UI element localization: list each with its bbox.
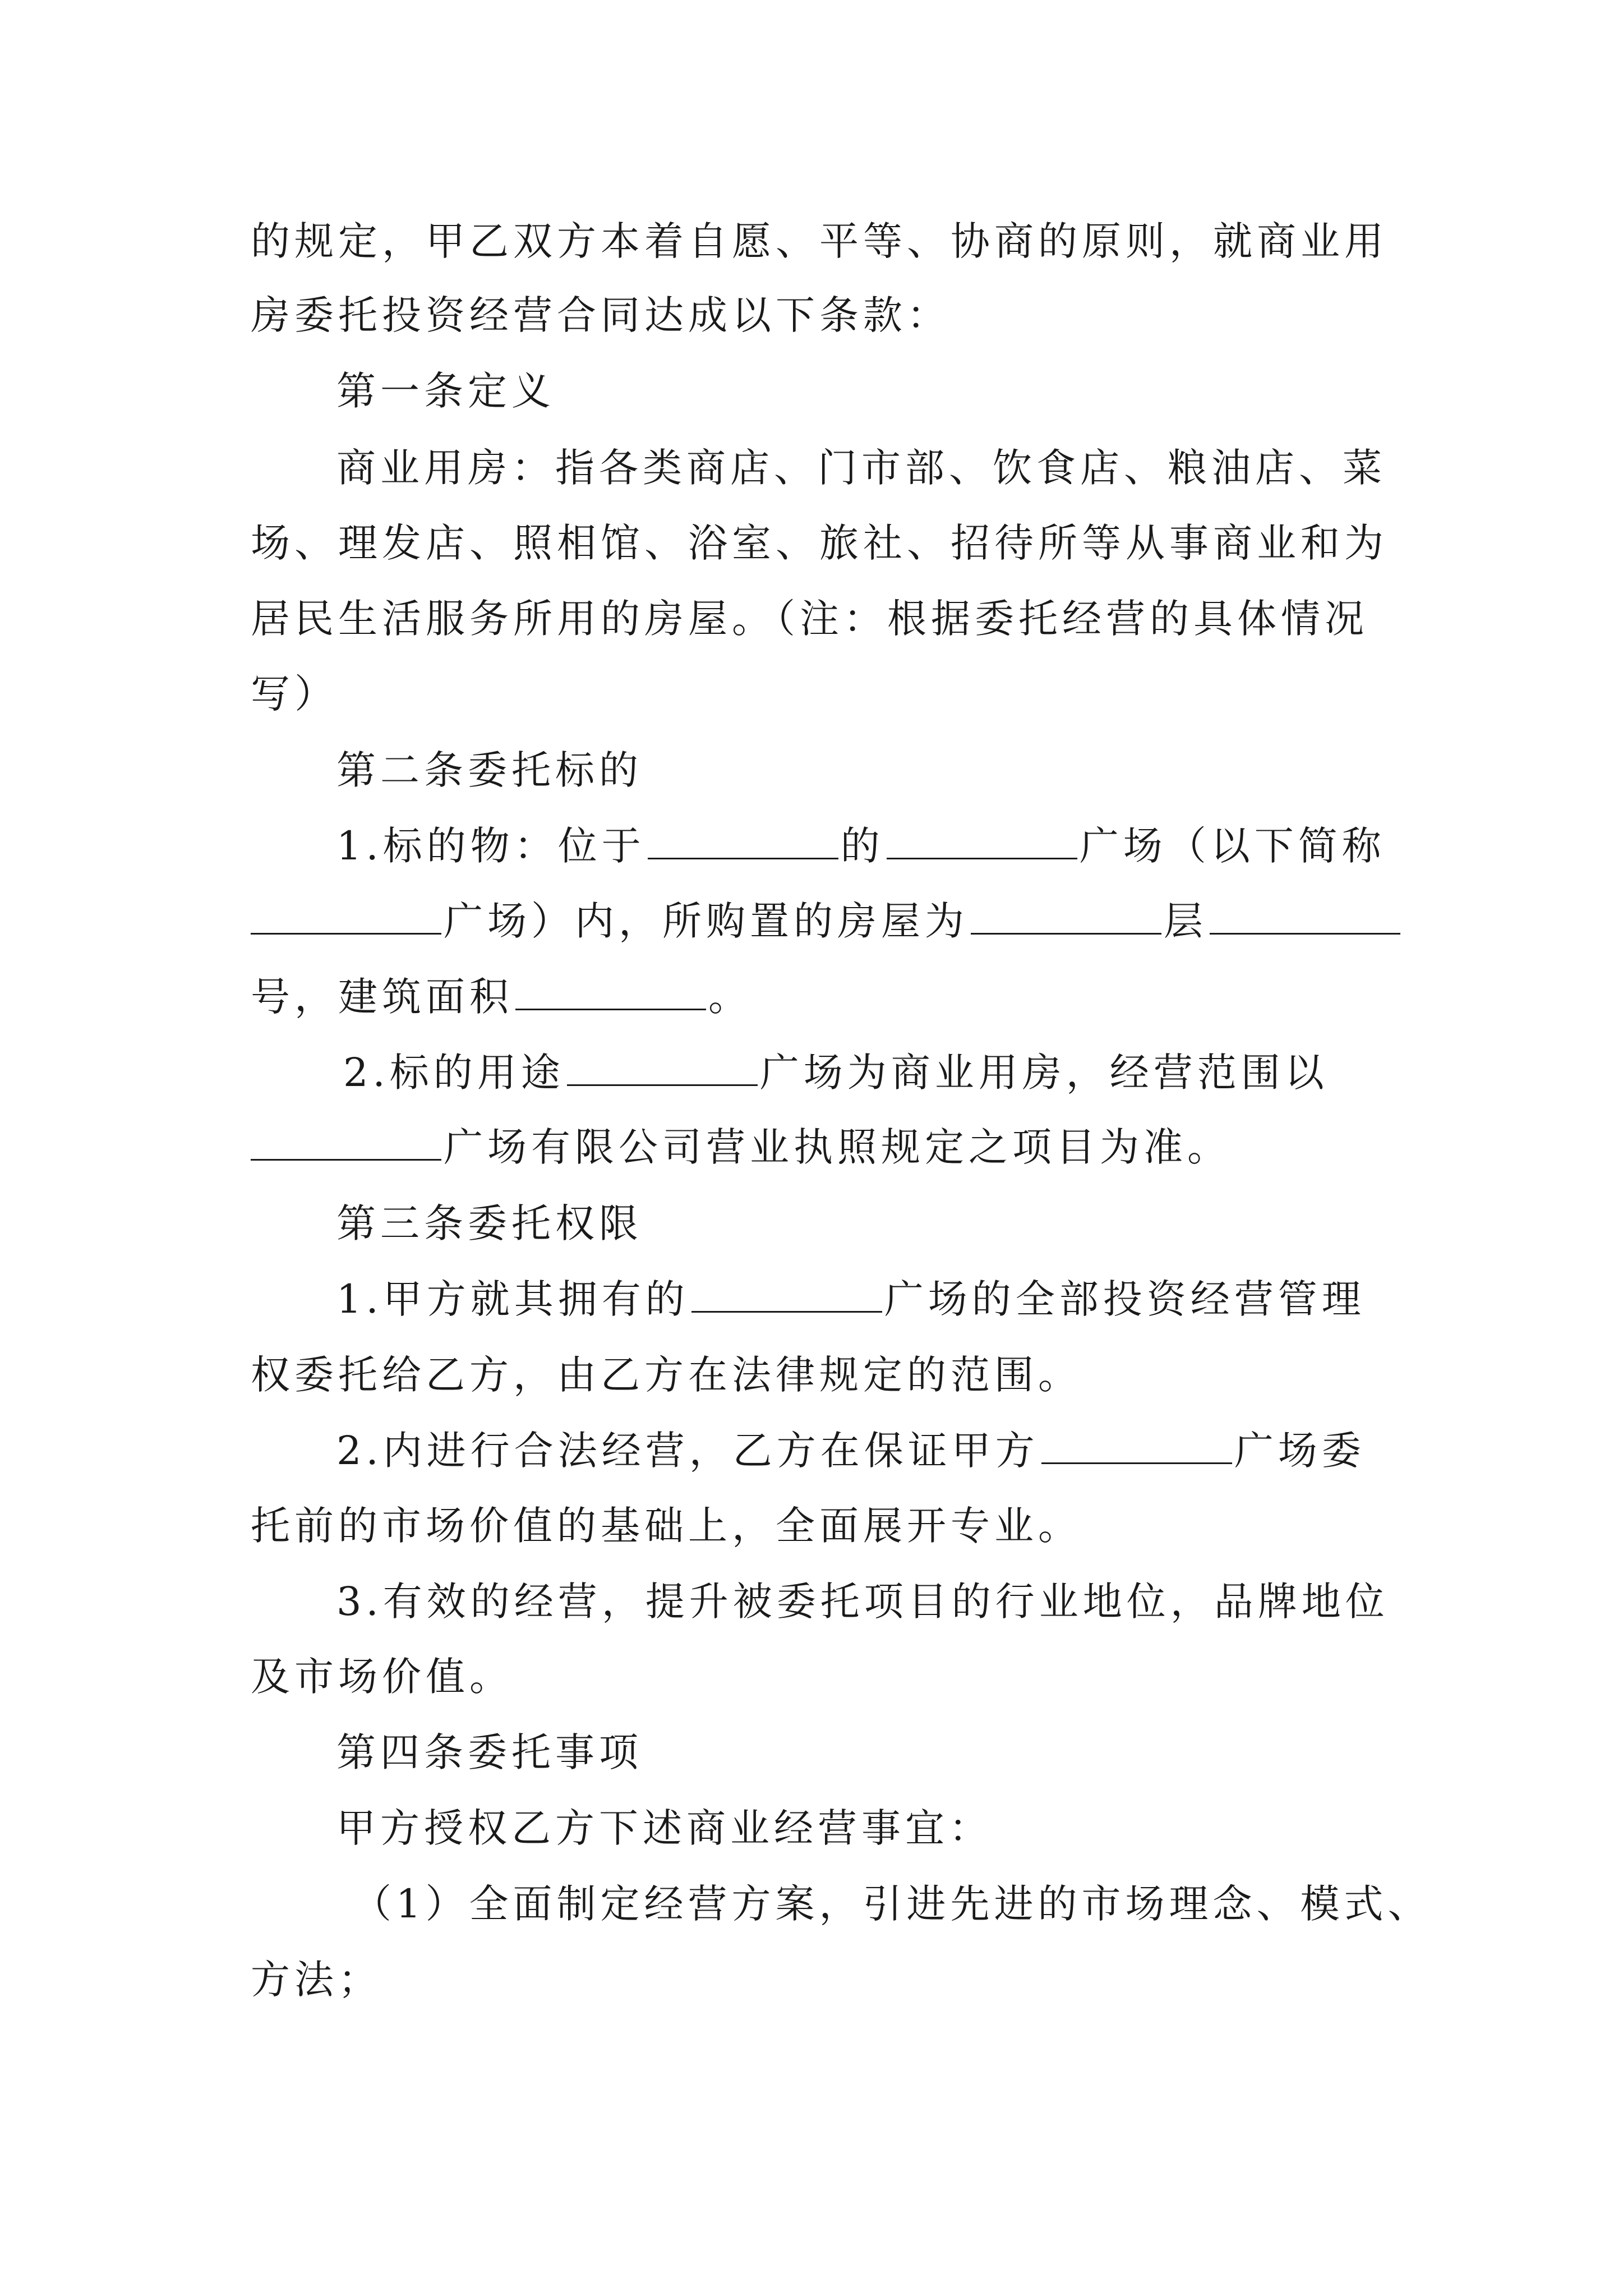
text: 方法；: [251, 1957, 382, 2003]
text: 号，建筑面积: [251, 974, 513, 1020]
text: 甲方授权乙方下述商业经营事宜：: [336, 1805, 993, 1851]
text: 。: [708, 974, 752, 1020]
paragraph-line: [0, 593, 1623, 644]
paragraph-line: [0, 290, 1623, 341]
fill-in-blank[interactable]: [691, 1276, 882, 1313]
paragraph-line: [0, 1803, 1623, 1853]
paragraph-line: [0, 1576, 1623, 1627]
text: 广场为商业用房，经营范围以: [759, 1050, 1329, 1096]
article-heading: [0, 1727, 1623, 1778]
text: 居民生活服务所用的房屋。（注：根据委托经营的具体情况: [251, 596, 1368, 642]
text: 的: [840, 823, 884, 869]
fill-in-blank[interactable]: [251, 898, 441, 935]
article-heading: [0, 366, 1623, 416]
text: 商业用房：指各类商店、门市部、饮食店、粮油店、菜: [336, 445, 1386, 491]
heading-text: 第三条委托权限: [336, 1200, 643, 1246]
fill-in-blank[interactable]: [251, 1124, 441, 1161]
paragraph-line: [0, 216, 1623, 266]
paragraph-line: [0, 1954, 1623, 2005]
paragraph-line: [0, 972, 1623, 1022]
text: 写）: [251, 671, 338, 717]
paragraph-line: [0, 821, 1623, 871]
text: 托前的市场价值的基础上，全面展开专业。: [251, 1503, 1082, 1549]
paragraph-line: [0, 1425, 1623, 1476]
fill-in-blank[interactable]: [971, 898, 1161, 935]
text: 广场的全部投资经营管理: [884, 1276, 1366, 1322]
text: 及市场价值。: [251, 1654, 513, 1700]
text: 3.有效的经营，提升被委托项目的行业地位，品牌地位: [336, 1579, 1389, 1625]
paragraph-line: [0, 896, 1623, 946]
paragraph-line: [0, 1274, 1623, 1324]
fill-in-blank[interactable]: [567, 1050, 758, 1086]
text: 广场有限公司营业执照规定之项目为准。: [444, 1124, 1231, 1170]
paragraph-line: [0, 669, 1623, 719]
paragraph-line: [0, 1350, 1623, 1400]
text: 房委托投资经营合同达成以下条款：: [251, 292, 951, 338]
text: 广场）内，所购置的房屋为: [444, 898, 969, 944]
paragraph-line: [0, 1501, 1623, 1551]
text: 广场委: [1234, 1428, 1366, 1474]
text: （1）全面制定经营方案，引进先进的市场理念、模式、: [352, 1881, 1432, 1927]
fill-in-blank[interactable]: [515, 974, 706, 1010]
text: 权委托给乙方，由乙方在法律规定的范围。: [251, 1352, 1082, 1398]
paragraph-line: [0, 443, 1623, 493]
heading-text: 第一条定义: [336, 368, 555, 414]
heading-text: 第二条委托标的: [336, 747, 643, 793]
text: 1.甲方就其拥有的: [336, 1276, 689, 1322]
fill-in-blank[interactable]: [887, 823, 1077, 859]
paragraph-line: [0, 1122, 1623, 1172]
paragraph-line: [0, 1651, 1623, 1702]
text: 广场（以下简称: [1079, 823, 1386, 869]
article-heading: [0, 1198, 1623, 1249]
text: 的规定，甲乙双方本着自愿、平等、协商的原则，就商业用: [251, 218, 1388, 264]
text: 场、理发店、照相馆、浴室、旅社、招待所等从事商业和为: [251, 520, 1388, 566]
fill-in-blank[interactable]: [1210, 898, 1400, 935]
paragraph-line: [0, 518, 1623, 568]
list-item: [0, 1879, 1623, 1929]
text: 层: [1164, 898, 1207, 944]
text: 1.标的物：位于: [336, 823, 645, 869]
heading-text: 第四条委托事项: [336, 1729, 643, 1775]
fill-in-blank[interactable]: [648, 823, 838, 859]
article-heading: [0, 745, 1623, 795]
paragraph-line: [0, 1047, 1623, 1098]
text: 2.标的用途: [343, 1050, 565, 1096]
text: 2.内进行合法经营，乙方在保证甲方: [336, 1428, 1039, 1474]
fill-in-blank[interactable]: [1041, 1428, 1232, 1464]
